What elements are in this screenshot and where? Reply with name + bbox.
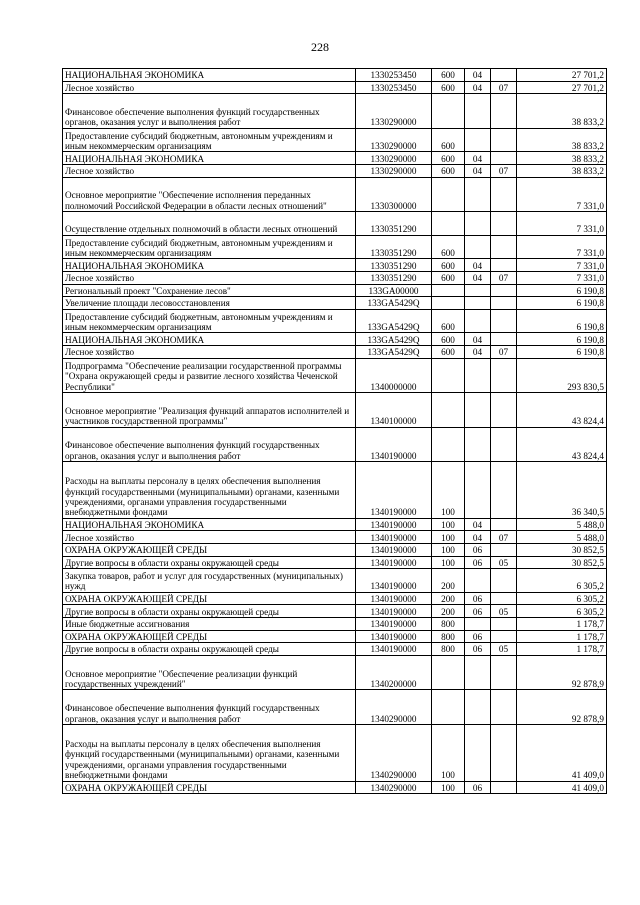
row-code-cell: 1340190000 bbox=[356, 618, 432, 631]
table-row bbox=[63, 94, 607, 129]
row-vr-cell: 100 bbox=[432, 462, 465, 519]
row-sum-cell: 7 331,0 bbox=[517, 177, 607, 212]
row-name-cell: ОХРАНА ОКРУЖАЮЩЕЙ СРЕДЫ bbox=[63, 630, 356, 643]
row-rz-cell bbox=[465, 94, 491, 129]
table-row bbox=[63, 725, 607, 782]
row-vr-cell bbox=[432, 177, 465, 212]
row-pr-cell bbox=[491, 592, 517, 605]
row-name-cell: Финансовое обеспечение выполнения функций государственных органов, оказания услуг и выполнения работ bbox=[63, 427, 356, 462]
row-rz-cell: 04 bbox=[465, 259, 491, 272]
row-rz-cell bbox=[465, 618, 491, 631]
row-vr-cell: 100 bbox=[432, 556, 465, 569]
row-sum-cell: 7 331,0 bbox=[517, 235, 607, 259]
row-code-cell: 1330253450 bbox=[356, 69, 432, 82]
row-pr-cell bbox=[491, 462, 517, 519]
table-row bbox=[63, 81, 607, 94]
row-vr-cell bbox=[432, 212, 465, 236]
row-rz-cell bbox=[465, 235, 491, 259]
row-name-cell: Другие вопросы в области охраны окружающей среды bbox=[63, 556, 356, 569]
row-code-cell: 1340290000 bbox=[356, 781, 432, 794]
row-pr-cell bbox=[491, 630, 517, 643]
row-code-cell: 133GA5429Q bbox=[356, 309, 432, 333]
row-name-cell: Увеличение площади лесовосстановления bbox=[63, 297, 356, 310]
table-row bbox=[63, 690, 607, 725]
row-sum-cell: 36 340,5 bbox=[517, 462, 607, 519]
row-rz-cell: 04 bbox=[465, 81, 491, 94]
table-row bbox=[63, 781, 607, 794]
row-code-cell: 1340190000 bbox=[356, 531, 432, 544]
row-rz-cell bbox=[465, 297, 491, 310]
row-sum-cell: 38 833,2 bbox=[517, 94, 607, 129]
table-row bbox=[63, 605, 607, 618]
row-name-cell: ОХРАНА ОКРУЖАЮЩЕЙ СРЕДЫ bbox=[63, 781, 356, 794]
row-code-cell: 1340190000 bbox=[356, 592, 432, 605]
row-name-cell: НАЦИОНАЛЬНАЯ ЭКОНОМИКА bbox=[63, 152, 356, 165]
row-vr-cell bbox=[432, 655, 465, 690]
row-code-cell: 1340290000 bbox=[356, 725, 432, 782]
row-pr-cell: 07 bbox=[491, 81, 517, 94]
row-rz-cell: 06 bbox=[465, 630, 491, 643]
table-row bbox=[63, 393, 607, 428]
row-rz-cell: 06 bbox=[465, 781, 491, 794]
row-name-cell: Лесное хозяйство bbox=[63, 531, 356, 544]
row-pr-cell: 05 bbox=[491, 605, 517, 618]
row-name-cell: Предоставление субсидий бюджетным, автономным учреждениям и иным некоммерческим организациям bbox=[63, 128, 356, 152]
budget-table bbox=[62, 68, 607, 794]
row-rz-cell bbox=[465, 690, 491, 725]
table-row bbox=[63, 333, 607, 346]
row-vr-cell: 600 bbox=[432, 271, 465, 284]
table-row bbox=[63, 297, 607, 310]
table-row bbox=[63, 271, 607, 284]
table-row bbox=[63, 518, 607, 531]
table-row bbox=[63, 544, 607, 557]
row-pr-cell: 05 bbox=[491, 556, 517, 569]
row-rz-cell: 04 bbox=[465, 531, 491, 544]
row-sum-cell: 293 830,5 bbox=[517, 358, 607, 393]
table-row bbox=[63, 556, 607, 569]
row-code-cell: 1340200000 bbox=[356, 655, 432, 690]
row-code-cell: 1340190000 bbox=[356, 569, 432, 593]
row-vr-cell: 600 bbox=[432, 345, 465, 358]
table-row bbox=[63, 655, 607, 690]
row-code-cell: 1330290000 bbox=[356, 164, 432, 177]
row-pr-cell bbox=[491, 518, 517, 531]
row-vr-cell: 600 bbox=[432, 259, 465, 272]
row-code-cell: 1340000000 bbox=[356, 358, 432, 393]
row-sum-cell: 6 190,8 bbox=[517, 297, 607, 310]
table-row bbox=[63, 630, 607, 643]
row-sum-cell: 6 190,8 bbox=[517, 309, 607, 333]
row-vr-cell bbox=[432, 358, 465, 393]
row-pr-cell bbox=[491, 309, 517, 333]
row-name-cell: Предоставление субсидий бюджетным, автономным учреждениям и иным некоммерческим организациям bbox=[63, 309, 356, 333]
table-row bbox=[63, 345, 607, 358]
row-rz-cell: 04 bbox=[465, 69, 491, 82]
row-code-cell: 1330290000 bbox=[356, 152, 432, 165]
row-rz-cell: 04 bbox=[465, 333, 491, 346]
row-sum-cell: 1 178,7 bbox=[517, 630, 607, 643]
table-row bbox=[63, 69, 607, 82]
row-name-cell: ОХРАНА ОКРУЖАЮЩЕЙ СРЕДЫ bbox=[63, 544, 356, 557]
row-code-cell: 1340290000 bbox=[356, 690, 432, 725]
row-code-cell: 1340190000 bbox=[356, 544, 432, 557]
row-pr-cell: 07 bbox=[491, 345, 517, 358]
row-sum-cell: 38 833,2 bbox=[517, 164, 607, 177]
row-vr-cell: 200 bbox=[432, 592, 465, 605]
row-code-cell: 1330290000 bbox=[356, 94, 432, 129]
row-rz-cell bbox=[465, 177, 491, 212]
row-sum-cell: 38 833,2 bbox=[517, 128, 607, 152]
row-code-cell: 1340190000 bbox=[356, 643, 432, 656]
row-rz-cell: 06 bbox=[465, 544, 491, 557]
row-rz-cell bbox=[465, 462, 491, 519]
row-vr-cell: 100 bbox=[432, 544, 465, 557]
row-vr-cell: 600 bbox=[432, 69, 465, 82]
row-rz-cell: 04 bbox=[465, 152, 491, 165]
row-pr-cell bbox=[491, 284, 517, 297]
row-rz-cell bbox=[465, 212, 491, 236]
table-row bbox=[63, 462, 607, 519]
row-vr-cell: 600 bbox=[432, 235, 465, 259]
row-name-cell: Предоставление субсидий бюджетным, автономным учреждениям и иным некоммерческим организациям bbox=[63, 235, 356, 259]
row-sum-cell: 41 409,0 bbox=[517, 725, 607, 782]
row-sum-cell: 7 331,0 bbox=[517, 212, 607, 236]
row-code-cell: 1330290000 bbox=[356, 128, 432, 152]
row-sum-cell: 30 852,5 bbox=[517, 544, 607, 557]
row-pr-cell: 05 bbox=[491, 643, 517, 656]
row-code-cell: 1340100000 bbox=[356, 393, 432, 428]
row-sum-cell: 6 190,8 bbox=[517, 333, 607, 346]
row-rz-cell bbox=[465, 284, 491, 297]
row-vr-cell: 600 bbox=[432, 152, 465, 165]
row-pr-cell bbox=[491, 94, 517, 129]
row-pr-cell bbox=[491, 544, 517, 557]
row-sum-cell: 43 824,4 bbox=[517, 427, 607, 462]
row-name-cell: Лесное хозяйство bbox=[63, 271, 356, 284]
row-sum-cell: 43 824,4 bbox=[517, 393, 607, 428]
page-number: 228 bbox=[311, 40, 329, 54]
row-sum-cell: 5 488,0 bbox=[517, 531, 607, 544]
row-vr-cell: 100 bbox=[432, 725, 465, 782]
table-row bbox=[63, 164, 607, 177]
row-vr-cell: 600 bbox=[432, 309, 465, 333]
table-row bbox=[63, 309, 607, 333]
row-name-cell: Лесное хозяйство bbox=[63, 81, 356, 94]
table-row bbox=[63, 427, 607, 462]
row-vr-cell: 100 bbox=[432, 781, 465, 794]
row-name-cell: НАЦИОНАЛЬНАЯ ЭКОНОМИКА bbox=[63, 518, 356, 531]
row-code-cell: 1340190000 bbox=[356, 605, 432, 618]
row-code-cell: 1330351290 bbox=[356, 259, 432, 272]
row-name-cell: Расходы на выплаты персоналу в целях обеспечения выполнения функций государственными (муниципальными) органами, казенными учреждениями, органами управления государственными внебюджетными фондами bbox=[63, 725, 356, 782]
row-sum-cell: 6 305,2 bbox=[517, 592, 607, 605]
row-sum-cell: 6 190,8 bbox=[517, 284, 607, 297]
row-name-cell: Основное мероприятие "Обеспечение исполнения переданных полномочий Российской Федерации в области лесных отношений" bbox=[63, 177, 356, 212]
row-sum-cell: 7 331,0 bbox=[517, 259, 607, 272]
row-rz-cell bbox=[465, 725, 491, 782]
table-row bbox=[63, 592, 607, 605]
row-pr-cell bbox=[491, 212, 517, 236]
row-name-cell: Финансовое обеспечение выполнения функций государственных органов, оказания услуг и выполнения работ bbox=[63, 94, 356, 129]
row-pr-cell: 07 bbox=[491, 531, 517, 544]
row-name-cell: Лесное хозяйство bbox=[63, 164, 356, 177]
row-code-cell: 1340190000 bbox=[356, 427, 432, 462]
row-vr-cell: 600 bbox=[432, 81, 465, 94]
row-pr-cell: 07 bbox=[491, 164, 517, 177]
table-row bbox=[63, 235, 607, 259]
row-rz-cell: 06 bbox=[465, 605, 491, 618]
row-rz-cell bbox=[465, 427, 491, 462]
row-name-cell: ОХРАНА ОКРУЖАЮЩЕЙ СРЕДЫ bbox=[63, 592, 356, 605]
row-sum-cell: 7 331,0 bbox=[517, 271, 607, 284]
row-pr-cell bbox=[491, 297, 517, 310]
row-pr-cell bbox=[491, 781, 517, 794]
row-vr-cell: 600 bbox=[432, 164, 465, 177]
row-code-cell: 1330300000 bbox=[356, 177, 432, 212]
row-vr-cell: 600 bbox=[432, 333, 465, 346]
row-name-cell: Осуществление отдельных полномочий в области лесных отношений bbox=[63, 212, 356, 236]
row-vr-cell bbox=[432, 284, 465, 297]
row-code-cell: 133GA5429Q bbox=[356, 297, 432, 310]
row-pr-cell bbox=[491, 259, 517, 272]
row-vr-cell bbox=[432, 297, 465, 310]
row-vr-cell bbox=[432, 690, 465, 725]
row-pr-cell bbox=[491, 152, 517, 165]
row-sum-cell: 6 305,2 bbox=[517, 605, 607, 618]
row-code-cell: 133GA5429Q bbox=[356, 333, 432, 346]
row-name-cell: Подпрограмма "Обеспечение реализации государственной программы "Охрана окружающей среды и развитие лесного хозяйства Чеченской Республики" bbox=[63, 358, 356, 393]
row-rz-cell: 04 bbox=[465, 345, 491, 358]
table-row bbox=[63, 152, 607, 165]
row-pr-cell bbox=[491, 69, 517, 82]
row-code-cell: 1330253450 bbox=[356, 81, 432, 94]
row-code-cell: 1340190000 bbox=[356, 556, 432, 569]
row-sum-cell: 5 488,0 bbox=[517, 518, 607, 531]
table-row bbox=[63, 358, 607, 393]
table-row bbox=[63, 284, 607, 297]
row-sum-cell: 27 701,2 bbox=[517, 69, 607, 82]
row-rz-cell: 06 bbox=[465, 592, 491, 605]
row-name-cell: Лесное хозяйство bbox=[63, 345, 356, 358]
row-sum-cell: 41 409,0 bbox=[517, 781, 607, 794]
row-name-cell: Основное мероприятие "Реализация функций аппаратов исполнителей и участников государственной программы" bbox=[63, 393, 356, 428]
row-name-cell: Расходы на выплаты персоналу в целях обеспечения выполнения функций государственными (муниципальными) органами, казенными учреждениями, органами управления государственными внебюджетными фондами bbox=[63, 462, 356, 519]
row-vr-cell: 800 bbox=[432, 643, 465, 656]
row-pr-cell bbox=[491, 690, 517, 725]
row-name-cell: Финансовое обеспечение выполнения функций государственных органов, оказания услуг и выполнения работ bbox=[63, 690, 356, 725]
row-pr-cell bbox=[491, 177, 517, 212]
row-sum-cell: 38 833,2 bbox=[517, 152, 607, 165]
table-row bbox=[63, 212, 607, 236]
row-code-cell: 133GA00000 bbox=[356, 284, 432, 297]
row-vr-cell bbox=[432, 94, 465, 129]
row-name-cell: Другие вопросы в области охраны окружающей среды bbox=[63, 643, 356, 656]
row-rz-cell bbox=[465, 358, 491, 393]
table-row bbox=[63, 618, 607, 631]
table-row bbox=[63, 128, 607, 152]
row-pr-cell bbox=[491, 618, 517, 631]
row-rz-cell: 04 bbox=[465, 518, 491, 531]
row-pr-cell bbox=[491, 427, 517, 462]
row-pr-cell bbox=[491, 333, 517, 346]
row-pr-cell bbox=[491, 358, 517, 393]
row-rz-cell: 04 bbox=[465, 164, 491, 177]
row-vr-cell: 100 bbox=[432, 518, 465, 531]
table-row bbox=[63, 177, 607, 212]
row-code-cell: 1330351290 bbox=[356, 235, 432, 259]
row-rz-cell: 04 bbox=[465, 271, 491, 284]
row-sum-cell: 92 878,9 bbox=[517, 690, 607, 725]
row-rz-cell bbox=[465, 569, 491, 593]
row-vr-cell bbox=[432, 393, 465, 428]
row-sum-cell: 1 178,7 bbox=[517, 643, 607, 656]
row-code-cell: 1340190000 bbox=[356, 462, 432, 519]
row-sum-cell: 1 178,7 bbox=[517, 618, 607, 631]
row-code-cell: 1330351290 bbox=[356, 212, 432, 236]
budget-table-body bbox=[63, 69, 607, 794]
row-sum-cell: 27 701,2 bbox=[517, 81, 607, 94]
row-vr-cell: 200 bbox=[432, 569, 465, 593]
row-code-cell: 1330351290 bbox=[356, 271, 432, 284]
row-vr-cell: 800 bbox=[432, 618, 465, 631]
row-vr-cell: 600 bbox=[432, 128, 465, 152]
row-name-cell: Другие вопросы в области охраны окружающей среды bbox=[63, 605, 356, 618]
row-pr-cell bbox=[491, 725, 517, 782]
table-row bbox=[63, 531, 607, 544]
row-sum-cell: 6 190,8 bbox=[517, 345, 607, 358]
row-pr-cell bbox=[491, 235, 517, 259]
row-name-cell: Закупка товаров, работ и услуг для государственных (муниципальных) нужд bbox=[63, 569, 356, 593]
row-code-cell: 133GA5429Q bbox=[356, 345, 432, 358]
row-pr-cell bbox=[491, 393, 517, 428]
row-sum-cell: 6 305,2 bbox=[517, 569, 607, 593]
row-sum-cell: 92 878,9 bbox=[517, 655, 607, 690]
row-rz-cell: 06 bbox=[465, 556, 491, 569]
row-rz-cell: 06 bbox=[465, 643, 491, 656]
table-row bbox=[63, 259, 607, 272]
table-row bbox=[63, 569, 607, 593]
row-vr-cell: 800 bbox=[432, 630, 465, 643]
row-vr-cell: 100 bbox=[432, 531, 465, 544]
row-vr-cell: 200 bbox=[432, 605, 465, 618]
row-pr-cell: 07 bbox=[491, 271, 517, 284]
row-name-cell: НАЦИОНАЛЬНАЯ ЭКОНОМИКА bbox=[63, 259, 356, 272]
row-rz-cell bbox=[465, 393, 491, 428]
row-name-cell: Основное мероприятие "Обеспечение реализации функций государственных учреждений" bbox=[63, 655, 356, 690]
row-pr-cell bbox=[491, 655, 517, 690]
row-vr-cell bbox=[432, 427, 465, 462]
row-rz-cell bbox=[465, 128, 491, 152]
row-code-cell: 1340190000 bbox=[356, 630, 432, 643]
row-name-cell: НАЦИОНАЛЬНАЯ ЭКОНОМИКА bbox=[63, 69, 356, 82]
row-rz-cell bbox=[465, 309, 491, 333]
row-sum-cell: 30 852,5 bbox=[517, 556, 607, 569]
row-pr-cell bbox=[491, 569, 517, 593]
row-code-cell: 1340190000 bbox=[356, 518, 432, 531]
row-rz-cell bbox=[465, 655, 491, 690]
row-pr-cell bbox=[491, 128, 517, 152]
row-name-cell: НАЦИОНАЛЬНАЯ ЭКОНОМИКА bbox=[63, 333, 356, 346]
row-name-cell: Иные бюджетные ассигнования bbox=[63, 618, 356, 631]
row-name-cell: Региональный проект "Сохранение лесов" bbox=[63, 284, 356, 297]
table-row bbox=[63, 643, 607, 656]
